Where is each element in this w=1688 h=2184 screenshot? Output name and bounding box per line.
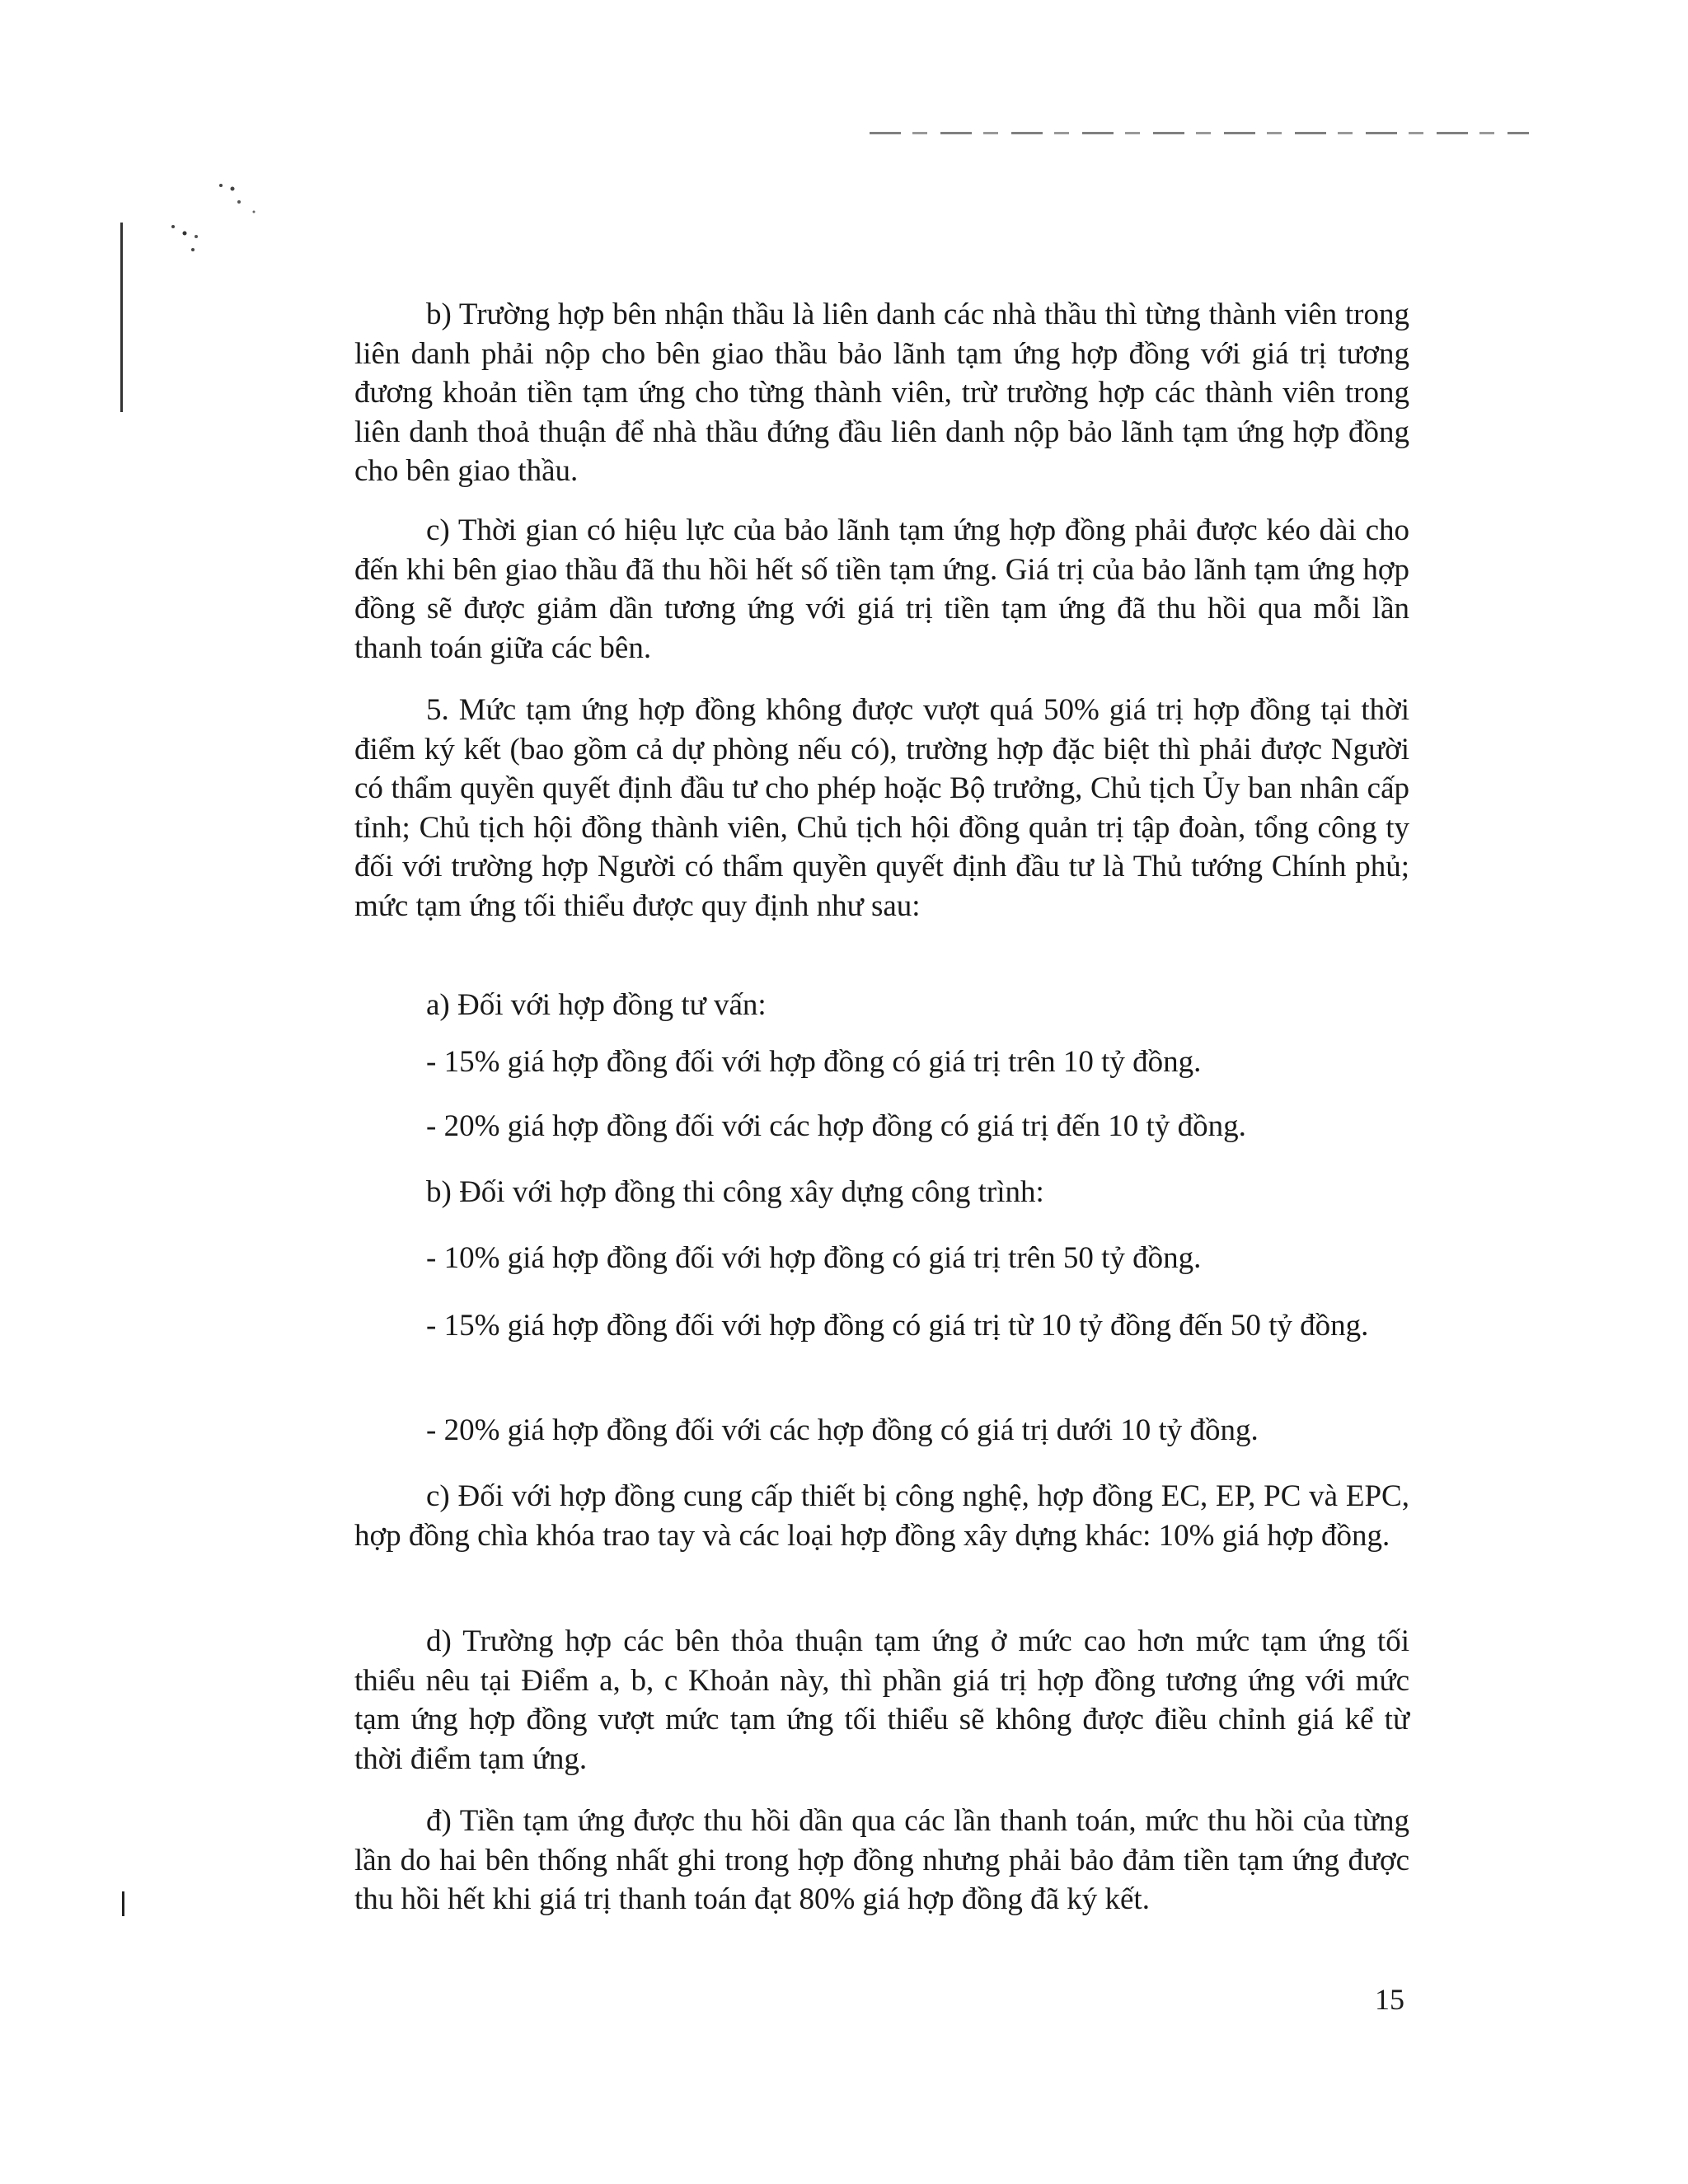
margin-mark [122,1891,124,1916]
clause-5a-block [354,986,1409,1025]
clause-5b-item-1: - 10% giá hợp đồng đối với hợp đồng có giá trị trên 50 tỷ đồng. [426,1241,1202,1275]
clause-5d-block [354,1622,1409,1779]
scan-artifact-line [870,132,1529,134]
page-number: 15 [1375,1983,1404,2016]
clause-5b-item-2-block [354,1306,1409,1346]
clause-5b-block [354,1173,1409,1212]
clause-5d: d) Trường hợp các bên thỏa thuận tạm ứng ở mức cao hơn mức tạm ứng tối thiểu nêu tại Điểm a, b, c Khoản này, thì phần giá trị hợp đồng tương ứng với mức tạm ứng hợp đồng vượt mức tạm ứng tối thiểu sẽ không được điều chỉnh giá kể từ thời điểm tạm ứng. [354,1624,1409,1776]
paragraph-c-block [354,511,1409,668]
clause-5b-item-1-block [354,1239,1409,1278]
clause-5a: a) Đối với hợp đồng tư vấn: [426,988,767,1022]
scan-specks [157,177,272,276]
clause-5c: c) Đối với hợp đồng cung cấp thiết bị công nghệ, hợp đồng EC, EP, PC và EPC, hợp đồng chìa khóa trao tay và các loại hợp đồng xây dựng khác: 10% giá hợp đồng. [354,1479,1409,1553]
clause-5: 5. Mức tạm ứng hợp đồng không được vượt quá 50% giá trị hợp đồng tại thời điểm ký kết (bao gồm cả dự phòng nếu có), trường hợp đặc biệt thì phải được Người có thẩm quyền quyết định đầu tư cho phép hoặc Bộ trưởng, Chủ tịch Ủy ban nhân cấp tỉnh; Chủ tịch hội đồng thành viên, Chủ tịch hội đồng quản trị tập đoàn, tổng công ty đối với trường hợp Người có thẩm quyền quyết định đầu tư là Thủ tướng Chính phủ; mức tạm ứng tối thiểu được quy định như sau: [354,693,1409,923]
margin-mark [120,223,123,412]
clause-5a-item-2: - 20% giá hợp đồng đối với các hợp đồng có giá trị đến 10 tỷ đồng. [426,1109,1246,1143]
clause-5b-item-2: - 15% giá hợp đồng đối với hợp đồng có giá trị từ 10 tỷ đồng đến 50 tỷ đồng. [426,1309,1369,1343]
paragraph-c: c) Thời gian có hiệu lực của bảo lãnh tạm ứng hợp đồng phải được kéo dài cho đến khi bên giao thầu đã thu hồi hết số tiền tạm ứng. Giá trị của bảo lãnh tạm ứng hợp đồng sẽ được giảm dần tương ứng với giá trị tiền tạm ứng đã thu hồi qua mỗi lần thanh toán giữa các bên. [354,513,1409,665]
paragraph-b-block [354,295,1409,491]
clause-5a-item-1: - 15% giá hợp đồng đối với hợp đồng có giá trị trên 10 tỷ đồng. [426,1045,1202,1079]
clause-5c-block [354,1477,1409,1555]
clause-5b-item-3-block [354,1411,1409,1451]
clause-5b: b) Đối với hợp đồng thi công xây dựng công trình: [426,1175,1044,1209]
paragraph-b: b) Trường hợp bên nhận thầu là liên danh các nhà thầu thì từng thành viên trong liên danh phải nộp cho bên giao thầu bảo lãnh tạm ứng hợp đồng với giá trị tương đương khoản tiền tạm ứng cho từng thành viên, trừ trường hợp các thành viên trong liên danh thoả thuận để nhà thầu đứng đầu liên danh nộp bảo lãnh tạm ứng hợp đồng cho bên giao thầu. [354,298,1409,488]
clause-5b-item-3: - 20% giá hợp đồng đối với các hợp đồng có giá trị dưới 10 tỷ đồng. [426,1413,1259,1447]
clause-5a-item-1-block [354,1043,1409,1082]
clause-5-block [354,691,1409,926]
clause-5a-item-2-block [354,1107,1409,1146]
clause-5dd-block [354,1802,1409,1919]
clause-5dd: đ) Tiền tạm ứng được thu hồi dần qua các lần thanh toán, mức thu hồi của từng lần do hai bên thống nhất ghi trong hợp đồng nhưng phải bảo đảm tiền tạm ứng được thu hồi hết khi giá trị thanh toán đạt 80% giá hợp đồng đã ký kết. [354,1804,1409,1916]
